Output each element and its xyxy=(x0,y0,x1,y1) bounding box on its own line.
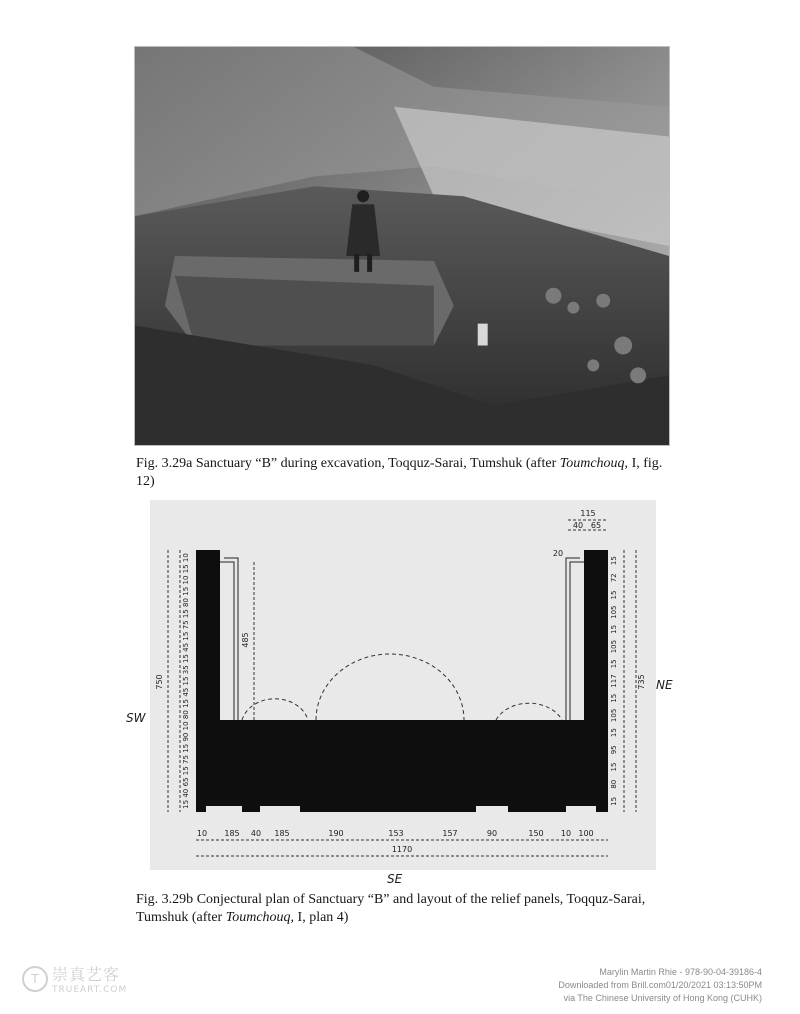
dim-top-right-a: 40 xyxy=(572,521,584,530)
dim-right-height: 735 xyxy=(637,674,646,690)
dim-left-col-22: 40 xyxy=(182,788,190,798)
wall-southeast xyxy=(196,720,608,812)
excavation-photo-image xyxy=(135,47,669,445)
compass-ne: NE xyxy=(656,678,673,692)
watermark xyxy=(22,962,127,995)
figure-b-text: Conjectural plan of Sanctuary “B” and layout of the relief panels, Toqquz-Sarai, Tumshuk (after xyxy=(136,892,646,925)
dim-right-col-15: 15 xyxy=(610,796,618,806)
dim-left-col-7: 75 xyxy=(182,620,190,630)
dim-left-col-8: 15 xyxy=(182,631,190,641)
watermark-english: TRUEART.COM xyxy=(52,985,128,995)
watermark-logo-icon: T xyxy=(22,966,48,992)
dim-bottom-5: 157 xyxy=(442,829,458,838)
watermark-chinese: 崇真艺客 xyxy=(52,965,121,984)
figure-b-italic: Toumchouq, xyxy=(225,910,295,925)
dim-bottom-6: 90 xyxy=(486,829,498,838)
dim-left-col-12: 15 xyxy=(182,676,190,686)
dim-top-right-b: 65 xyxy=(590,521,602,530)
footer-line-1: Marylin Martin Rhie - 978-90-04-39186-4 xyxy=(599,967,762,977)
dim-left-col-4: 15 xyxy=(182,586,190,596)
dim-bottom-small-3: 10 xyxy=(560,829,572,838)
footer-line-2: Downloaded from Brill.com01/20/2021 03:13:50PM xyxy=(558,980,762,990)
dim-left-col-15: 80 xyxy=(182,710,190,720)
dim-right-col-4: 105 xyxy=(610,605,618,619)
dim-total: 1170 xyxy=(391,845,413,854)
figure-a-italic: Toumchouq, xyxy=(559,456,629,471)
dim-left-col-21: 65 xyxy=(182,777,190,787)
sanctuary-plan-drawing xyxy=(150,500,656,870)
dim-left-col-18: 15 xyxy=(182,743,190,753)
dim-right-col-1: 15 xyxy=(610,556,618,566)
dim-bottom-small-2: 40 xyxy=(250,829,262,838)
dim-bottom-2: 185 xyxy=(274,829,290,838)
dim-right-col-9: 15 xyxy=(610,693,618,703)
dim-left-col-6: 15 xyxy=(182,609,190,619)
dim-right-col-7: 15 xyxy=(610,659,618,669)
dim-left-col-19: 75 xyxy=(182,755,190,764)
dim-top-right-c: 20 xyxy=(552,549,564,558)
figure-a-text: Sanctuary “B” during excavation, Toqquz-Sarai, Tumshuk (after xyxy=(195,456,557,471)
footer-line-3: via The Chinese University of Hong Kong (CUHK) xyxy=(563,993,762,1003)
dim-right-col-2: 72 xyxy=(610,573,618,583)
dim-bottom-4: 153 xyxy=(388,829,404,838)
dim-right-col-8: 117 xyxy=(610,674,618,688)
dim-left-col-17: 90 xyxy=(182,732,190,742)
dim-left-col-13: 45 xyxy=(182,687,190,697)
dim-bottom-1: 185 xyxy=(224,829,240,838)
dim-right-col-11: 15 xyxy=(610,728,618,738)
sanctuary-plan xyxy=(150,500,656,870)
figure-a-caption xyxy=(136,455,682,491)
compass-sw: SW xyxy=(126,711,146,725)
figure-a-label: Fig. 3.29a xyxy=(136,456,193,471)
dim-right-col-5: 15 xyxy=(610,624,618,634)
dim-right-col-14: 80 xyxy=(610,779,618,789)
dim-top-right: 115 xyxy=(580,509,596,518)
dim-left-col-3: 10 xyxy=(182,575,190,585)
figure-b-caption xyxy=(136,891,682,927)
dim-bottom-3: 190 xyxy=(328,829,344,838)
dim-right-col-3: 15 xyxy=(610,590,618,600)
dim-right-col-13: 15 xyxy=(610,762,618,772)
dim-right-col-10: 105 xyxy=(610,708,618,723)
dim-left-col-10: 15 xyxy=(182,654,190,664)
dim-left-col-5: 80 xyxy=(182,598,190,607)
download-footer xyxy=(558,966,762,1005)
dim-left-col-2: 15 xyxy=(182,564,190,574)
figure-b-tail: I, plan 4) xyxy=(297,910,349,925)
dim-bottom-small-1: 10 xyxy=(196,829,208,838)
dim-left-col-14: 15 xyxy=(182,698,190,708)
dim-left-col-23: 15 xyxy=(182,799,190,809)
compass-se: SE xyxy=(387,872,403,886)
dim-left-height: 750 xyxy=(155,674,164,690)
excavation-photo xyxy=(134,46,670,446)
dim-right-col-6: 105 xyxy=(610,639,618,654)
dim-left-col-16: 10 xyxy=(182,721,190,731)
dim-left-col-1: 10 xyxy=(182,553,190,563)
dim-left-col-9: 45 xyxy=(182,642,190,652)
dim-bottom-7: 150 xyxy=(528,829,544,838)
figure-b-label: Fig. 3.29b xyxy=(136,892,194,907)
dim-inner-height: 485 xyxy=(241,632,250,648)
figure-a-tail: I, fig. 12) xyxy=(136,456,663,489)
dim-bottom-8: 100 xyxy=(578,829,594,838)
dim-left-col-20: 15 xyxy=(182,766,190,776)
dim-left-col-11: 35 xyxy=(182,665,190,675)
dim-right-col-12: 95 xyxy=(610,745,618,755)
